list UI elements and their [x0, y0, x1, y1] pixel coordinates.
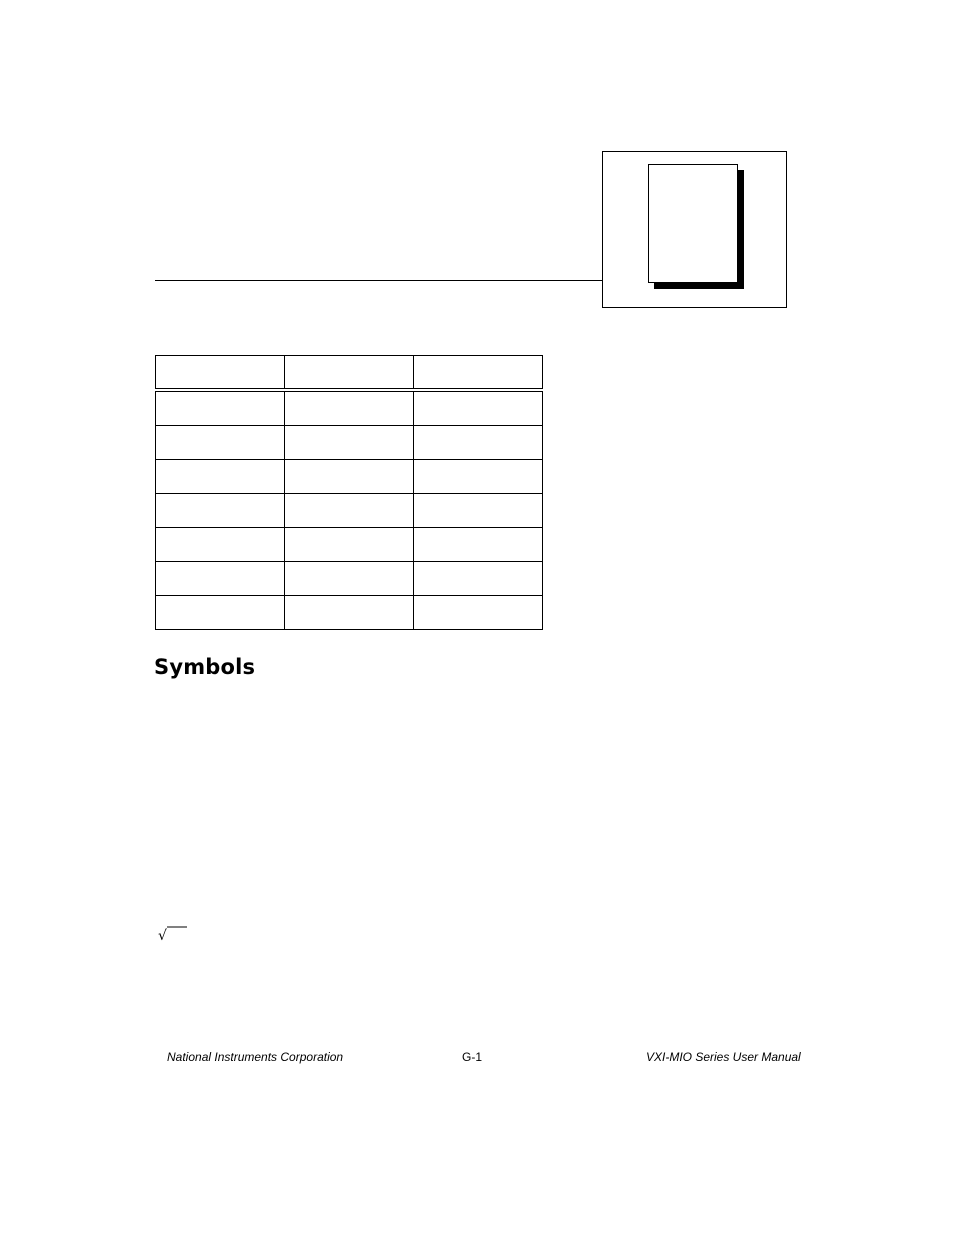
page-icon [648, 164, 738, 283]
section-heading: Symbols [154, 655, 256, 679]
table-row [156, 596, 543, 630]
table-row [156, 460, 543, 494]
table-cell [285, 528, 414, 562]
table-cell [285, 596, 414, 630]
table-row [156, 528, 543, 562]
table-header-cell [285, 356, 414, 391]
table-cell [285, 562, 414, 596]
footer-company: National Instruments Corporation [167, 1050, 344, 1064]
table-row [156, 426, 543, 460]
table-cell [156, 390, 285, 426]
table-cell [156, 562, 285, 596]
table-cell [414, 596, 543, 630]
chapter-title-rule [155, 280, 602, 281]
table-cell [414, 390, 543, 426]
table-cell [285, 460, 414, 494]
table-cell [156, 528, 285, 562]
table-cell [414, 528, 543, 562]
table-header-row [156, 356, 543, 391]
table-cell [285, 390, 414, 426]
table-header-cell [156, 356, 285, 391]
table-cell [414, 562, 543, 596]
table-cell [414, 494, 543, 528]
table-header-cell [414, 356, 543, 391]
table-cell [156, 426, 285, 460]
table-cell [414, 460, 543, 494]
table-cell [156, 460, 285, 494]
table-row [156, 390, 543, 426]
square-root-glyph: √ [158, 928, 167, 944]
square-root-symbol [158, 924, 188, 944]
table-row [156, 562, 543, 596]
footer-manual-title: VXI-MIO Series User Manual [646, 1050, 801, 1064]
table-cell [285, 494, 414, 528]
table-row [156, 494, 543, 528]
footer-page-number: G-1 [462, 1050, 483, 1064]
prefix-table [155, 355, 543, 630]
table-cell [156, 596, 285, 630]
table-cell [156, 494, 285, 528]
chapter-tab-box [602, 151, 787, 308]
table-cell [414, 426, 543, 460]
table-cell [285, 426, 414, 460]
